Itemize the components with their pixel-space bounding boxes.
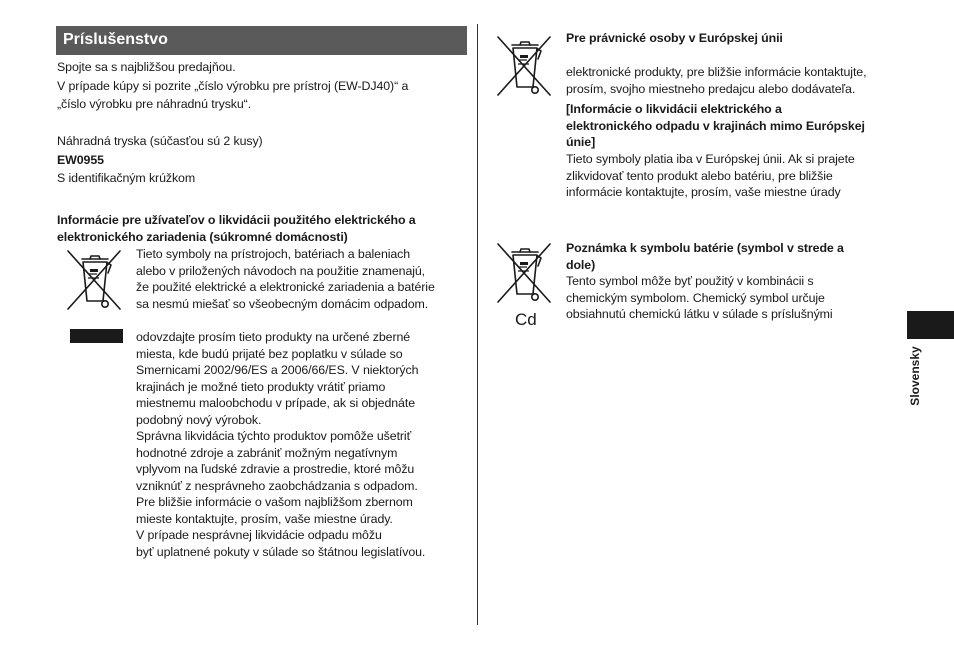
intro-line: V prípade kúpy si pozrite „číslo výrobku pre prístroj (EW-DJ40)“ a bbox=[57, 78, 409, 93]
section-header bbox=[56, 26, 467, 55]
info-line: mieste kontaktujte, prosím, vaše miestne úrady. bbox=[136, 511, 393, 526]
info-line: Smernicami 2002/96/ES a 2006/66/ES. V niektorých bbox=[136, 363, 419, 377]
battery-heading-line: Poznámka k symbolu batérie (symbol v strede a bbox=[566, 241, 844, 255]
info-line: Správna likvidácia týchto produktov pomôže ušetriť bbox=[136, 429, 412, 443]
info-line: miestnemu maloobchodu v prípade, ak si objednáte bbox=[136, 396, 415, 410]
info-line: Pre bližšie informácie o vašom najbližšom zbernom bbox=[136, 495, 413, 509]
info-line: V prípade nesprávnej likvidácie odpadu môžu bbox=[136, 528, 382, 542]
battery-text bbox=[566, 273, 833, 323]
info-line: sa nesmú miešať so všeobecným domácim odpadom. bbox=[136, 296, 429, 311]
info-line: vplyvom na ľudské zdravie a prostredie, ktoré môžu bbox=[136, 462, 415, 476]
non-eu-heading bbox=[566, 101, 865, 151]
info-heading bbox=[57, 212, 416, 245]
non-eu-line: informácie kontaktujte, prosím, vaše miestne úrady bbox=[566, 185, 841, 199]
non-eu-heading-line: [Informácie o likvidácii elektrického a bbox=[566, 102, 782, 116]
language-tab bbox=[907, 311, 954, 339]
non-eu-text bbox=[566, 151, 855, 201]
info-line: Tieto symboly na prístrojoch, batériach a baleniach bbox=[136, 247, 411, 261]
battery-line: chemickým symbolom. Chemický symbol určuje bbox=[566, 290, 825, 305]
battery-line: obsiahnutú chemickú látku v súlade s príslušnými bbox=[566, 307, 833, 321]
battery-heading bbox=[566, 240, 844, 273]
battery-line: Tento symbol môže byť použitý v kombinácii s bbox=[566, 274, 814, 288]
intro-line: Spojte sa s najbližšou predajňou. bbox=[57, 60, 236, 74]
intro-text bbox=[57, 59, 408, 113]
non-eu-line: zlikvidovať tento produkt alebo batériu, pre bližšie bbox=[566, 168, 833, 183]
info-line: miesta, kde budú prijaté bez poplatku v súlade so bbox=[136, 346, 403, 361]
intro-line: „číslo výrobku pre náhradnú trysku“. bbox=[57, 97, 252, 111]
eu-line: prosím, svojho miestneho predajcu alebo dodávateľa. bbox=[566, 81, 856, 96]
language-tab-label bbox=[907, 342, 923, 410]
part-note: S identifikačným krúžkom bbox=[57, 171, 196, 185]
chemical-symbol: Cd bbox=[515, 310, 537, 329]
info-line: podobný nový výrobok. bbox=[136, 412, 262, 427]
info-block-1 bbox=[136, 246, 435, 312]
info-block-2 bbox=[136, 329, 425, 560]
info-line: odovzdajte prosím tieto produkty na určené zberné bbox=[136, 330, 411, 344]
battery-heading-line: dole) bbox=[566, 257, 596, 272]
info-line: vzniknúť z nesprávneho zaobchádzania s odpadom. bbox=[136, 478, 418, 493]
language-label: Slovensky bbox=[908, 346, 922, 406]
info-line: byť uplatnené pokuty v súlade so štátnou legislatívou. bbox=[136, 544, 426, 559]
info-line: hodnotné zdroje a zabrániť možným negatívnym bbox=[136, 445, 398, 460]
info-line: krajinách je možné tieto produkty vrátiť priamo bbox=[136, 379, 386, 394]
non-eu-heading-line: únie] bbox=[566, 135, 596, 149]
eu-line: elektronické produkty, pre bližšie informácie kontaktujte, bbox=[566, 65, 867, 79]
info-line: alebo v priložených návodoch na použitie znamenajú, bbox=[136, 263, 426, 278]
eu-heading: Pre právnické osoby v Európskej únii bbox=[566, 31, 783, 45]
non-eu-line: Tieto symboly platia iba v Európskej únii. Ak si prajete bbox=[566, 152, 855, 166]
part-line: Náhradná tryska (súčasťou sú 2 kusy) bbox=[57, 134, 263, 148]
part-info bbox=[57, 133, 263, 187]
black-bar bbox=[70, 329, 123, 343]
info-heading-line: Informácie pre užívateľov o likvidácii použitého elektrického a bbox=[57, 213, 416, 227]
non-eu-heading-line: elektronického odpadu v krajinách mimo Európskej bbox=[566, 118, 865, 133]
info-heading-line: elektronického zariadenia (súkromné domácnosti) bbox=[57, 229, 348, 244]
part-number: EW0955 bbox=[57, 152, 104, 167]
column-divider bbox=[477, 24, 478, 625]
crossed-out-wheelie-bin-icon bbox=[494, 33, 554, 101]
crossed-out-wheelie-bin-icon bbox=[494, 240, 554, 308]
eu-text bbox=[566, 64, 866, 97]
crossed-out-wheelie-bin-icon bbox=[64, 247, 124, 315]
info-line: že použité elektrické a elektronické zariadenia a batérie bbox=[136, 280, 435, 294]
section-title: Príslušenstvo bbox=[63, 31, 168, 48]
